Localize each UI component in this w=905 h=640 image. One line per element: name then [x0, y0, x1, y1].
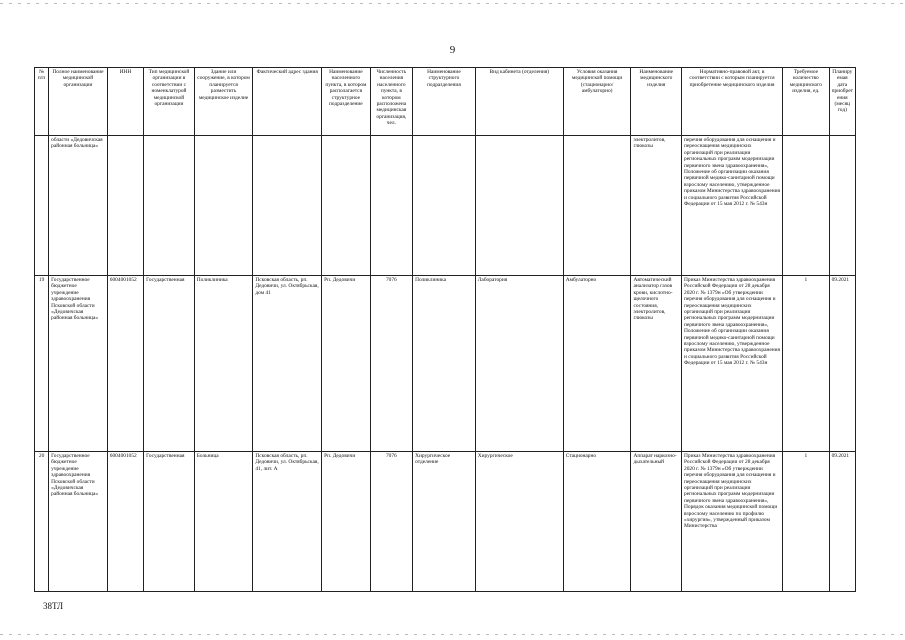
scan-edge-bottom: [0, 634, 905, 635]
header-cell: Численность населения населенного пункта, в котором расположена медицинская организация, чел.: [370, 68, 412, 136]
legal-act: перечня оборудования для оснащения и переоснащения медицинских организаций при реализации региональных программ модернизации первичного звена здравоохранения», Положение об организации оказания первичной медико-санитарной помощи взрослому населению, утвержденное приказом Министерства здравоохранения и социального развития Российской Федерации от 15 мая 2012 г. № 543н: [682, 136, 783, 276]
header-cell: Планируемая дата приобретения (месяц год): [829, 68, 855, 136]
conditions: [563, 136, 631, 276]
cabinet: Хирургическое: [475, 452, 563, 592]
org-name: области «Дедовичская районная больница»: [49, 136, 108, 276]
population: 7076: [370, 276, 412, 452]
settlement: Рп. Дедовичи: [322, 452, 371, 592]
purchase-date: [829, 136, 855, 276]
header-cell: Наименование населенного пункта, в котором располагается структурное подразделение: [322, 68, 371, 136]
address: Псковская область, рп. Дедовичи, ул. Октябрьская, дом 41: [253, 276, 322, 452]
header-cell: Здание или сооружение, в котором планируется разместить медицинское изделие: [194, 68, 253, 136]
quantity: 1: [783, 276, 830, 452]
header-cell: Тип медицинской организации в соответствии с номенклатурой медицинской организации: [144, 68, 195, 136]
conditions: Амбулаторно: [563, 276, 631, 452]
scan-edge-top: [0, 3, 905, 4]
device: электролитов, глюкозы: [631, 136, 682, 276]
header-cell: Наименование структурного подразделения: [413, 68, 476, 136]
inn: 6004001052: [107, 276, 143, 452]
quantity: 1: [783, 452, 830, 592]
row-number: [35, 136, 49, 276]
table-row: [35, 136, 856, 276]
legal-act: Приказ Министерства здравоохранения Российской Федерации от 28 декабря 2020 г. № 1379н «Об утверждении перечня оборудования для оснащения и переоснащения медицинских организаций при реализации региональных программ модернизации первичного звена здравоохранения», Порядок оказания медицинской помощи взрослому населению по профилю «хирургия», утвержденный приказом Министерства: [682, 452, 783, 592]
building: [194, 136, 253, 276]
org-name: Государственное бюджетное учреждение здравоохранения Псковской области «Дедовичская районная больница»: [49, 452, 108, 592]
org-type: Государственная: [144, 452, 195, 592]
address: Псковская область, рп. Дедовичи, ул. Октябрьская, 41, лит. А: [253, 452, 322, 592]
conditions: Стационарно: [563, 452, 631, 592]
header-cell: Вид кабинета (отделения): [475, 68, 563, 136]
inn: [107, 136, 143, 276]
header-cell: Фактический адрес здания: [253, 68, 322, 136]
header-cell: № п/п: [35, 68, 49, 136]
header-cell: Условия оказания медицинской помощи (стационарно/ амбулаторно): [563, 68, 631, 136]
building: Больница: [194, 452, 253, 592]
page-number: 9: [449, 44, 456, 56]
device: Аппарат наркозно-дыхательный: [631, 452, 682, 592]
cabinet: [475, 136, 563, 276]
table-header-row: [35, 68, 856, 136]
org-type: [144, 136, 195, 276]
settlement: [322, 136, 371, 276]
quantity: [783, 136, 830, 276]
org-type: Государственная: [144, 276, 195, 452]
legal-act: Приказ Министерства здравоохранения Российской Федерации от 28 декабря 2020 г. № 1379н «Об утверждении перечня оборудования для оснащения и переоснащения медицинских организаций при реализации региональных программ модернизации первичного звена здравоохранения», Положение об организации оказания первичной медико-санитарной помощи взрослому населению, утвержденное приказом Министерства здравоохранения и социального развития Российской Федерации от 15 мая 2012 г. № 543н: [682, 276, 783, 452]
row-number: 20: [35, 452, 49, 592]
table-row: [35, 452, 856, 592]
table-row: [35, 276, 856, 452]
population: 7076: [370, 452, 412, 592]
division: Поликлиника: [413, 276, 476, 452]
population: [370, 136, 412, 276]
org-name: Государственное бюджетное учреждение здравоохранения Псковской области «Дедовичская районная больница»: [49, 276, 108, 452]
building: Поликлиника: [194, 276, 253, 452]
purchase-date: 09.2021: [829, 452, 855, 592]
header-cell: Нормативно-правовой акт, в соответствии с которым планируется приобретение медицинского изделия: [682, 68, 783, 136]
settlement: Рп. Дедовичи: [322, 276, 371, 452]
purchase-date: 09.2021: [829, 276, 855, 452]
header-cell: Требуемое количество медицинского изделия, ед.: [783, 68, 830, 136]
header-cell: Наименование медицинского изделия: [631, 68, 682, 136]
inn: 6004001052: [107, 452, 143, 592]
device: Автоматический анализатор газов крови, кислотно-щелочного состояния, электролитов, глюкозы: [631, 276, 682, 452]
division: [413, 136, 476, 276]
equipment-table: [34, 67, 856, 592]
header-cell: Полное наименование медицинской организации: [49, 68, 108, 136]
division: Хирургическое отделение: [413, 452, 476, 592]
cabinet: Лаборатория: [475, 276, 563, 452]
row-number: 19: [35, 276, 49, 452]
address: [253, 136, 322, 276]
document-code: 38ТЛ: [43, 601, 64, 611]
header-cell: ИНН: [107, 68, 143, 136]
